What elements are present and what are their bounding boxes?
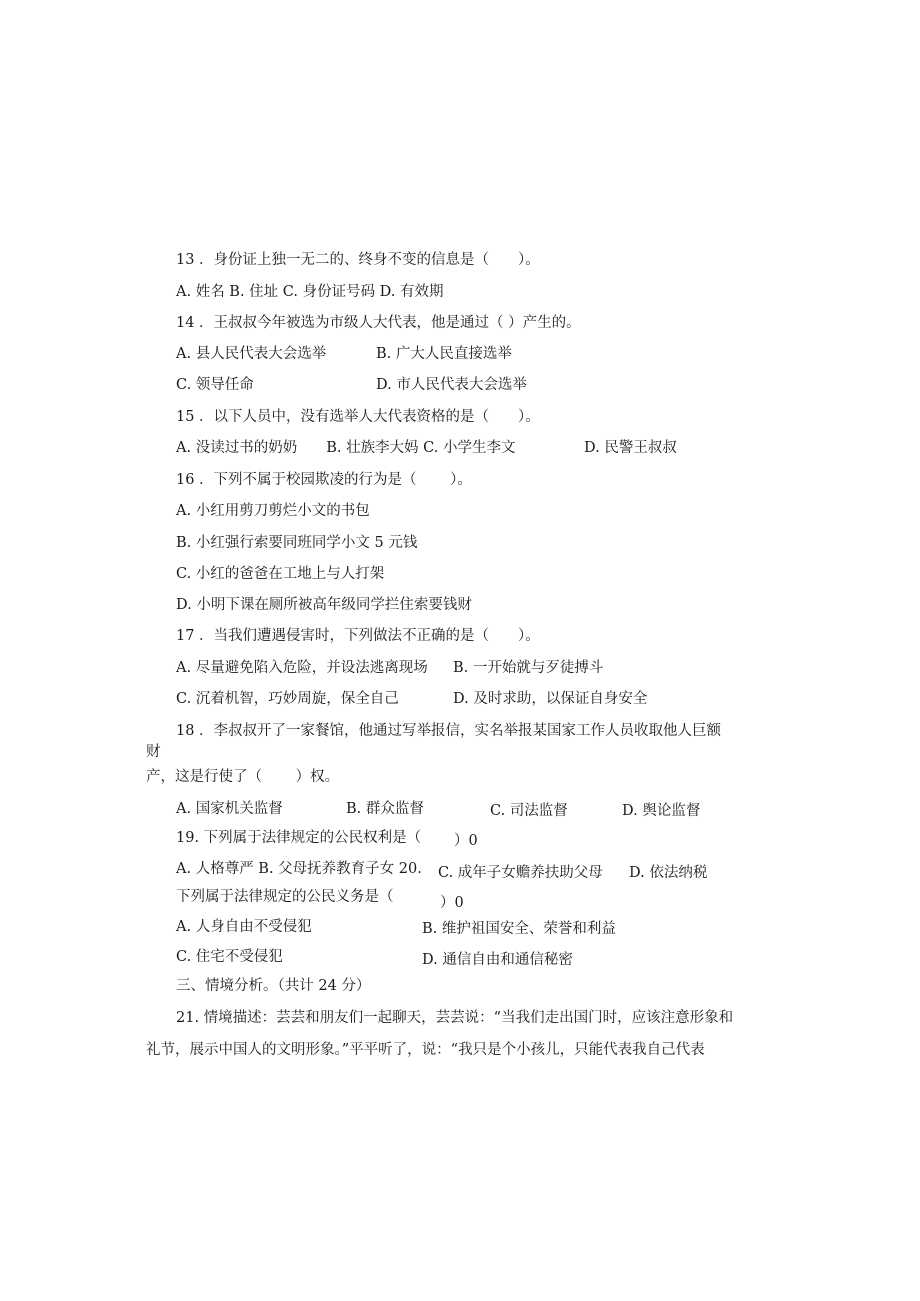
- question-14-option-a: A. 县人民代表大会选举: [176, 346, 327, 362]
- question-15-stem: 15 ．以下人员中，没有选举人大代表资格的是（ ）。: [176, 409, 540, 425]
- question-20-option-b: B. 维护祖国安全、荣誉和利益: [422, 921, 616, 937]
- question-18-option-d: D. 舆论监督: [622, 803, 701, 819]
- question-18-option-b: B. 群众监督: [346, 801, 424, 817]
- question-14-option-d: D. 市人民代表大会选举: [376, 377, 527, 393]
- question-16-option-d: D. 小明下课在厕所被高年级同学拦住索要钱财: [176, 597, 472, 613]
- question-16-option-b: B. 小红强行索要同班同学小文 5 元钱: [176, 535, 418, 551]
- question-19-stem: 19. 下列属于法律规定的公民权利是（: [176, 830, 422, 846]
- question-18-stem-line1: 18 ．李叔叔开了一家餐馆，他通过写举报信，实名举报某国家工作人员收取他人巨额: [176, 723, 722, 739]
- question-13-options: A. 姓名 B. 住址 C. 身份证号码 D. 有效期: [176, 284, 444, 300]
- question-17-option-d: D. 及时求助，以保证自身安全: [453, 691, 648, 707]
- question-20-option-d: D. 通信自由和通信秘密: [422, 952, 573, 968]
- question-18-stem-wrap: 财: [146, 744, 161, 760]
- question-17-option-a: A. 尽量避免陷入危险，并设法逃离现场: [176, 660, 428, 676]
- question-18-stem-line2: 产，这是行使了（ ）权。: [146, 769, 340, 785]
- question-17-option-b: B. 一开始就与歹徒搏斗: [453, 660, 604, 676]
- question-14-option-b: B. 广大人民直接选举: [376, 346, 512, 362]
- question-14-stem: 14 ．王叔叔今年被选为市级人大代表，他是通过（ ）产生的。: [176, 315, 581, 331]
- question-19-options-ab: A. 人格尊严 B. 父母抚养教育子女 20.: [176, 861, 422, 877]
- question-15-option-d: D. 民警王叔叔: [584, 440, 677, 456]
- question-16-stem: 16 ．下列不属于校园欺凌的行为是（ ）。: [176, 472, 472, 488]
- question-21-line1: 21. 情境描述：芸芸和朋友们一起聊天，芸芸说：“当我们走出国门时，应该注意形象和: [176, 1010, 734, 1026]
- question-16-option-c: C. 小红的爸爸在工地上与人打架: [176, 566, 385, 582]
- question-21-line2: 礼节，展示中国人的文明形象。”平平听了，说：“我只是个小孩儿，只能代表我自己代表: [146, 1042, 705, 1058]
- question-19-option-c: C. 成年子女赡养扶助父母: [438, 865, 603, 881]
- question-16-option-a: A. 小红用剪刀剪烂小文的书包: [176, 503, 370, 519]
- question-20-stem: 下列属于法律规定的公民义务是（: [176, 889, 394, 905]
- question-20-option-a: A. 人身自由不受侵犯: [176, 919, 312, 935]
- question-18-option-c: C. 司法监督: [490, 803, 568, 819]
- question-17-stem: 17 ．当我们遭遇侵害时，下列做法不正确的是（ ）。: [176, 628, 540, 644]
- question-14-option-c: C. 领导任命: [176, 377, 254, 393]
- question-13-stem: 13 ．身份证上独一无二的、终身不变的信息是（ ）。: [176, 252, 540, 268]
- question-19-option-d: D. 依法纳税: [629, 865, 708, 881]
- question-18-option-a: A. 国家机关监督: [176, 801, 283, 817]
- section-3-heading: 三、情境分析。（共计 24 分）: [176, 978, 371, 994]
- question-20-option-c: C. 住宅不受侵犯: [176, 949, 283, 965]
- question-17-option-c: C. 沉着机智，巧妙周旋，保全自己: [176, 691, 399, 707]
- question-15-options-abc: A. 没读过书的奶奶 B. 壮族李大妈 C. 小学生李文: [176, 440, 516, 456]
- question-19-stem-end: ）0: [454, 833, 478, 849]
- question-20-stem-end: ）0: [440, 895, 464, 911]
